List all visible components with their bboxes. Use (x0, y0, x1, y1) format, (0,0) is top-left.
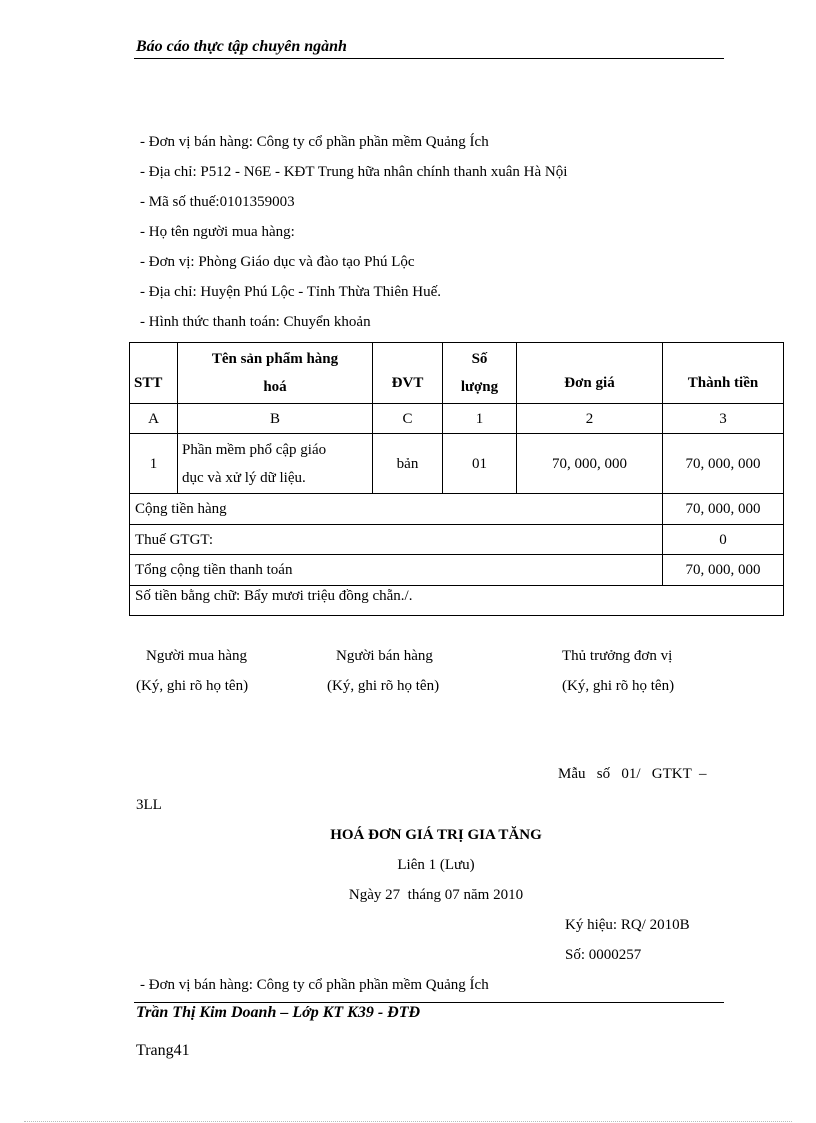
header-product-name-line2: hoá (263, 379, 287, 395)
seller-unit-line: - Đơn vị bán hàng: Công ty cổ phần phần mềm Quảng Ích (140, 134, 489, 150)
signature-buyer-title: Người mua hàng (146, 648, 248, 664)
header-quantity (443, 343, 517, 404)
row-unit-price: 70, 000, 000 (517, 434, 663, 494)
row-amount: 70, 000, 000 (663, 434, 784, 494)
invoice-title: HOÁ ĐƠN GIÁ TRỊ GIA TĂNG (330, 827, 542, 843)
header-amount: Thành tiền (663, 343, 784, 404)
buyer-name-line: - Họ tên người mua hàng: (140, 224, 295, 240)
signature-head-title: Thủ trưởng đơn vị (562, 648, 673, 664)
signature-head-note: (Ký, ghi rõ họ tên) (562, 678, 675, 694)
code-a: A (130, 404, 178, 434)
signature-seller-note: (Ký, ghi rõ họ tên) (327, 678, 440, 694)
subtotal-label: Cộng tiền hàng (130, 494, 663, 525)
subtotal-value: 70, 000, 000 (663, 494, 784, 525)
total-value: 70, 000, 000 (663, 555, 784, 586)
amount-in-words: Số tiền bằng chữ: Bẩy mươi triệu đồng chẵn./. (130, 586, 784, 616)
footer-rule (134, 1002, 724, 1003)
footer-author: Trần Thị Kim Doanh – Lớp KT K39 - ĐTĐ (136, 1004, 421, 1021)
page-bottom-border (24, 1121, 792, 1122)
invoice-number: Số: 0000257 (565, 947, 642, 963)
code-2: 2 (517, 404, 663, 434)
header-unit: ĐVT (373, 343, 443, 404)
header-product-name (178, 343, 373, 404)
row-product-name-line1: Phần mềm phổ cập giáo (182, 441, 327, 458)
form-seller-line: - Đơn vị bán hàng: Công ty cổ phần phần mềm Quảng Ích (140, 977, 489, 993)
table-header-row (130, 343, 784, 404)
row-unit: bản (373, 434, 443, 494)
buyer-unit-line: - Đơn vị: Phòng Giáo dục và đào tạo Phú Lộc (140, 254, 415, 270)
invoice-symbol: Ký hiệu: RQ/ 2010B (565, 917, 690, 933)
table-row (130, 434, 784, 494)
code-c: C (373, 404, 443, 434)
payment-method-line: - Hình thức thanh toán: Chuyển khoản (140, 314, 371, 330)
report-header-title: Báo cáo thực tập chuyên ngành (136, 38, 347, 55)
code-1: 1 (443, 404, 517, 434)
vat-row (130, 525, 784, 555)
signature-seller-title: Người bán hàng (336, 648, 433, 664)
subtotal-row (130, 494, 784, 525)
table-code-row (130, 404, 784, 434)
vat-label: Thuế GTGT: (130, 525, 663, 555)
header-unit-price: Đơn giá (517, 343, 663, 404)
form-template-line2: 3LL (136, 797, 162, 813)
invoice-table (129, 342, 784, 616)
row-product-name (178, 434, 373, 494)
header-quantity-line1: Số (471, 351, 488, 367)
form-template-line1: Mẫu số 01/ GTKT – (558, 766, 707, 782)
page-number: Trang41 (136, 1042, 190, 1059)
invoice-copy: Liên 1 (Lưu) (397, 857, 475, 873)
seller-address-line: - Địa chỉ: P512 - N6E - KĐT Trung hữa nhân chính thanh xuân Hà Nội (140, 164, 568, 180)
total-label: Tổng cộng tiền thanh toán (130, 555, 663, 586)
invoice-date: Ngày 27 tháng 07 năm 2010 (348, 887, 524, 903)
signature-buyer-note: (Ký, ghi rõ họ tên) (136, 678, 249, 694)
header-rule (134, 58, 724, 59)
header-quantity-line2: lượng (460, 379, 499, 395)
header-product-name-line1: Tên sản phẩm hàng (211, 351, 339, 367)
code-3: 3 (663, 404, 784, 434)
total-row (130, 555, 784, 586)
row-product-name-line2: dục và xử lý dữ liệu. (182, 469, 306, 486)
amount-in-words-row (130, 586, 784, 616)
vat-value: 0 (663, 525, 784, 555)
tax-code-line: - Mã số thuế:0101359003 (140, 194, 295, 210)
row-stt: 1 (130, 434, 178, 494)
header-stt: STT (130, 343, 178, 404)
buyer-address-line: - Địa chỉ: Huyện Phú Lộc - Tỉnh Thừa Thiên Huế. (140, 284, 441, 300)
code-b: B (178, 404, 373, 434)
row-quantity: 01 (443, 434, 517, 494)
